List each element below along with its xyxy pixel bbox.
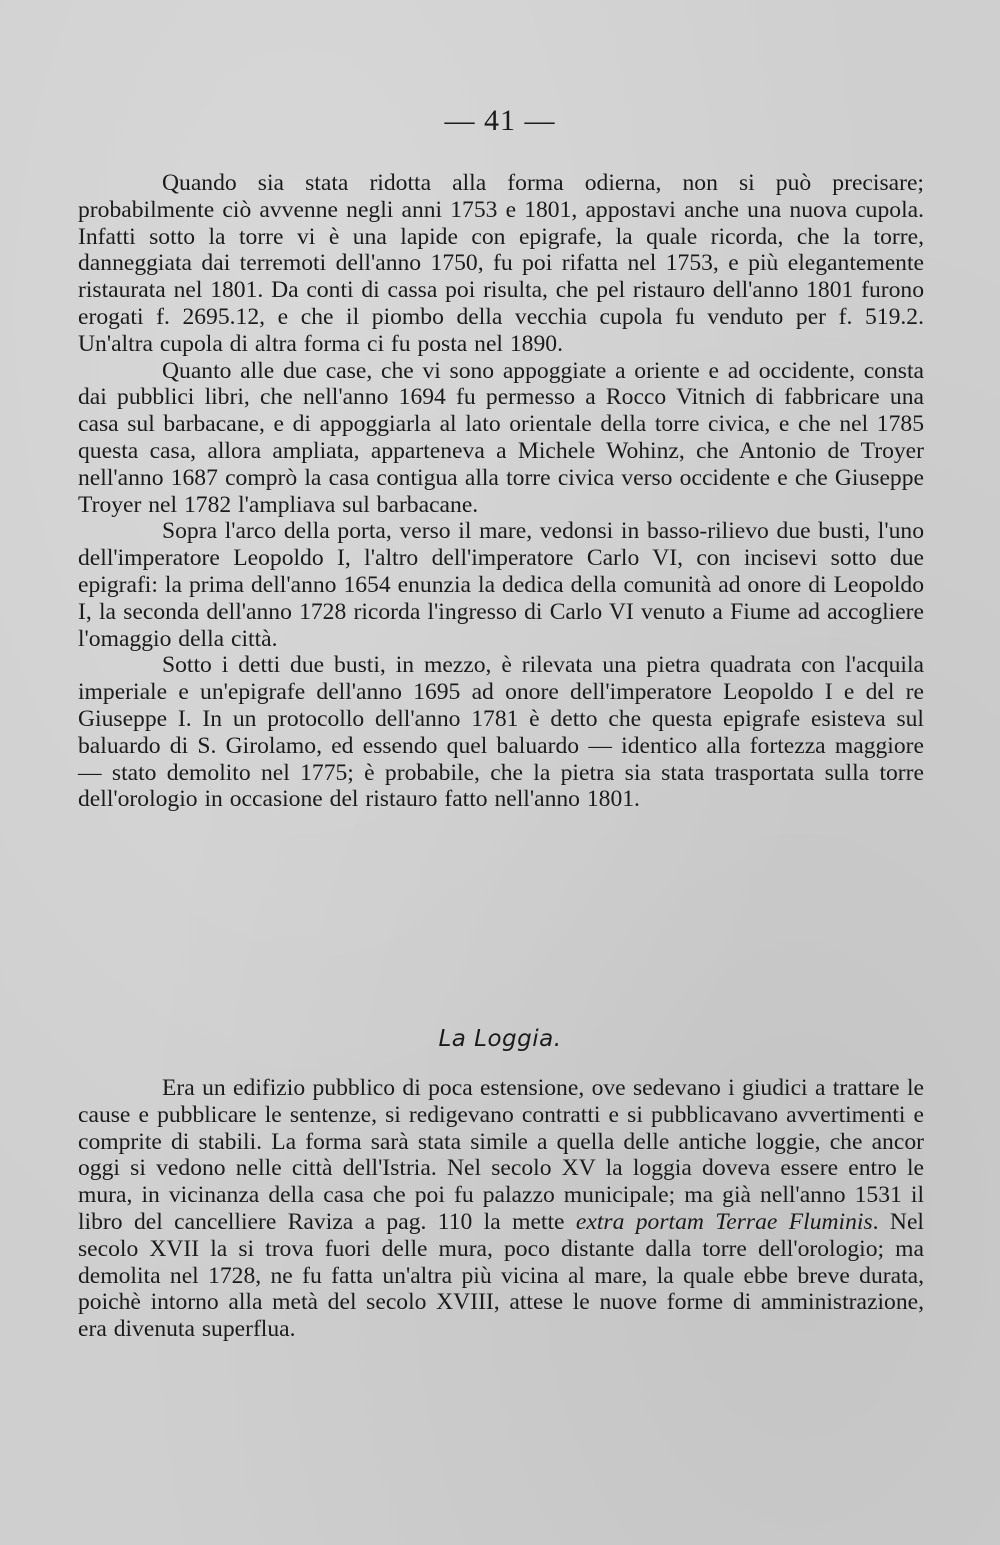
loggia-text-before: Era un edifizio pubblico di poca estensione, ove sedevano i giudici a trattare le cause e pubblicare le sentenze, si redigevano contratti e si pubblicavano avvertimenti e comprite di stabili. La forma sarà stata simile a quella delle antiche loggie, che ancor oggi si vedono nelle città dell'Istria. Nel secolo XV la loggia doveva essere entro le mura, in vicinanza della casa che poi fu palazzo municipale; ma già nell'anno 1531 il libro del cancelliere Raviza a pag. 110 la mette — [78, 1075, 924, 1235]
paragraph-loggia — [78, 1075, 924, 1343]
page-number: — 41 — — [444, 104, 556, 137]
paragraph-busti: Sopra l'arco della porta, verso il mare, vedonsi in basso-rilievo due busti, l'uno dell'imperatore Leopoldo I, l'altro dell'imperatore Carlo VI, con incisevi sotto due epigrafi: la prima dell'anno 1654 enunzia la dedica della comunità ad onore di Leopoldo I, la seconda dell'anno 1728 ricorda l'ingresso di Carlo VI venuto a Fiume ad accogliere l'omaggio della città. — [78, 518, 924, 652]
paragraph-pietra: Sotto i detti due busti, in mezzo, è rilevata una pietra quadrata con l'acquila imperiale e un'epigrafe dell'anno 1695 ad onore dell'imperatore Leopoldo I e del re Giuseppe I. In un protocollo dell'anno 1781 è detto che questa epigrafe esisteva sul baluardo di S. Girolamo, ed essendo quel baluardo — identico alla fortezza maggiore — stato demolito nel 1775; è probabile, che la pietra sia stata trasportata sulla torre dell'orologio in occasione del ristauro fatto nell'anno 1801. — [78, 652, 924, 813]
section-title: La Loggia. — [438, 1026, 562, 1052]
paragraph-case: Quanto alle due case, che vi sono appoggiate a oriente e ad occidente, consta dai pubblici libri, che nell'anno 1694 fu permesso a Rocco Vitnich di fabbricare una casa sul barbacane, e di appoggiarla al lato orientale della torre civica, e che nel 1785 questa casa, allora ampliata, apparteneva a Michele Wohinz, che Antonio de Troyer nell'anno 1687 comprò la casa contigua alla torre civica verso occidente e che Giuseppe Troyer nel 1782 l'ampliava sul barbacane. — [78, 357, 924, 518]
main-text — [78, 170, 924, 813]
latin-phrase: extra portam Terrae Fluminis — [575, 1208, 873, 1235]
paragraph-cupola: Quando sia stata ridotta alla forma odierna, non si può precisare; probabilmente ciò avvenne negli anni 1753 e 1801, appostavi anche una nuova cupola. Infatti sotto la torre vi è una lapide con epigrafe, la quale ricorda, che la torre, danneggiata dai terremoti dell'anno 1750, fu poi rifatta nel 1753, e più elegantemente ristaurata nel 1801. Da conti di cassa poi risulta, che pel ristauro dell'anno 1801 furono erogati f. 2695.12, e che il piombo della vecchia cupola fu venduto per f. 519.2. Un'altra cupola di altra forma ci fu posta nel 1890. — [78, 170, 924, 357]
loggia-text-after: . Nel secolo XVII la si trova fuori delle mura, poco distante dalla torre dell'orologio; ma demolita nel 1728, ne fu fatta un'altra più vicina al mare, la quale ebbe breve durata, poichè intorno alla metà del secolo XVIII, attese le nuove forme di amministrazione, era divenuta superflua. — [78, 1208, 924, 1343]
loggia-text — [78, 1075, 924, 1343]
